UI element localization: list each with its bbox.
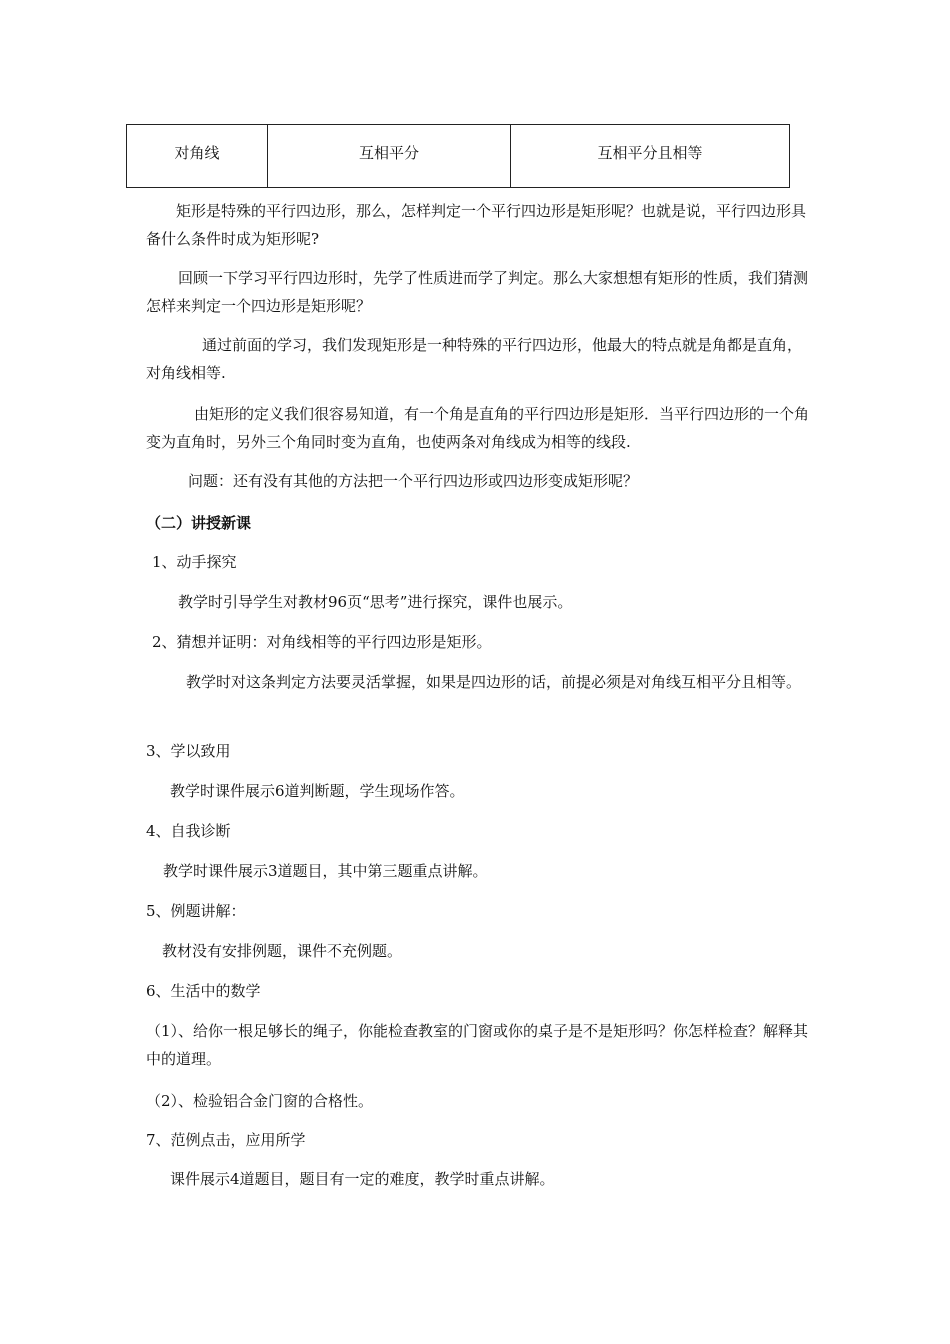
paragraph: 教学时引导学生对教材96页“思考”进行探究，课件也展示。 xyxy=(178,593,573,611)
section-heading: （二）讲授新课 xyxy=(146,514,252,532)
paragraph: （2）、检验铝合金门窗的合格性。 xyxy=(146,1092,374,1110)
table-cell: 对角线 xyxy=(127,125,268,188)
table-cell: 互相平分且相等 xyxy=(511,125,790,188)
subheading: 1、动手探究 xyxy=(152,553,237,571)
subheading: 3、学以致用 xyxy=(146,742,231,760)
subheading: 5、例题讲解： xyxy=(146,902,246,920)
table-cell: 互相平分 xyxy=(268,125,511,188)
subheading: 2、猜想并证明：对角线相等的平行四边形是矩形。 xyxy=(152,633,492,651)
paragraph: 教材没有安排例题，课件不充例题。 xyxy=(162,942,403,960)
paragraph: 教学时对这条判定方法要灵活掌握，如果是四边形的话，前提必须是对角线互相平分且相等。 xyxy=(186,673,802,691)
paragraph: 问题：还有没有其他的方法把一个平行四边形或四边形变成矩形呢？ xyxy=(188,472,639,490)
paragraph: 教学时课件展示3道题目，其中第三题重点讲解。 xyxy=(163,862,488,880)
paragraph: 课件展示4道题目，题目有一定的难度，教学时重点讲解。 xyxy=(170,1170,555,1188)
subheading: 7、范例点击，应用所学 xyxy=(146,1131,306,1149)
paragraph: 通过前面的学习，我们发现矩形是一种特殊的平行四边形，他最大的特点就是角都是直角，对角线相等. xyxy=(146,336,803,382)
paragraph: 矩形是特殊的平行四边形，那么，怎样判定一个平行四边形是矩形呢？也就是说，平行四边形具备什么条件时成为矩形呢? xyxy=(146,202,807,248)
subheading: 6、生活中的数学 xyxy=(146,982,261,1000)
paragraph: 由矩形的定义我们很容易知道，有一个角是直角的平行四边形是矩形．当平行四边形的一个角变为直角时，另外三个角同时变为直角，也使两条对角线成为相等的线段. xyxy=(146,405,810,451)
paragraph: （1）、给你一根足够长的绳子，你能检查教室的门窗或你的桌子是不是矩形吗？你怎样检查？解释其中的道理。 xyxy=(146,1022,809,1068)
table-row xyxy=(127,125,790,188)
comparison-table xyxy=(126,124,790,188)
subheading: 4、自我诊断 xyxy=(146,822,231,840)
paragraph: 教学时课件展示6道判断题，学生现场作答。 xyxy=(170,782,465,800)
paragraph: 回顾一下学习平行四边形时，先学了性质进而学了判定。那么大家想想有矩形的性质，我们猜测怎样来判定一个四边形是矩形呢？ xyxy=(146,269,809,315)
